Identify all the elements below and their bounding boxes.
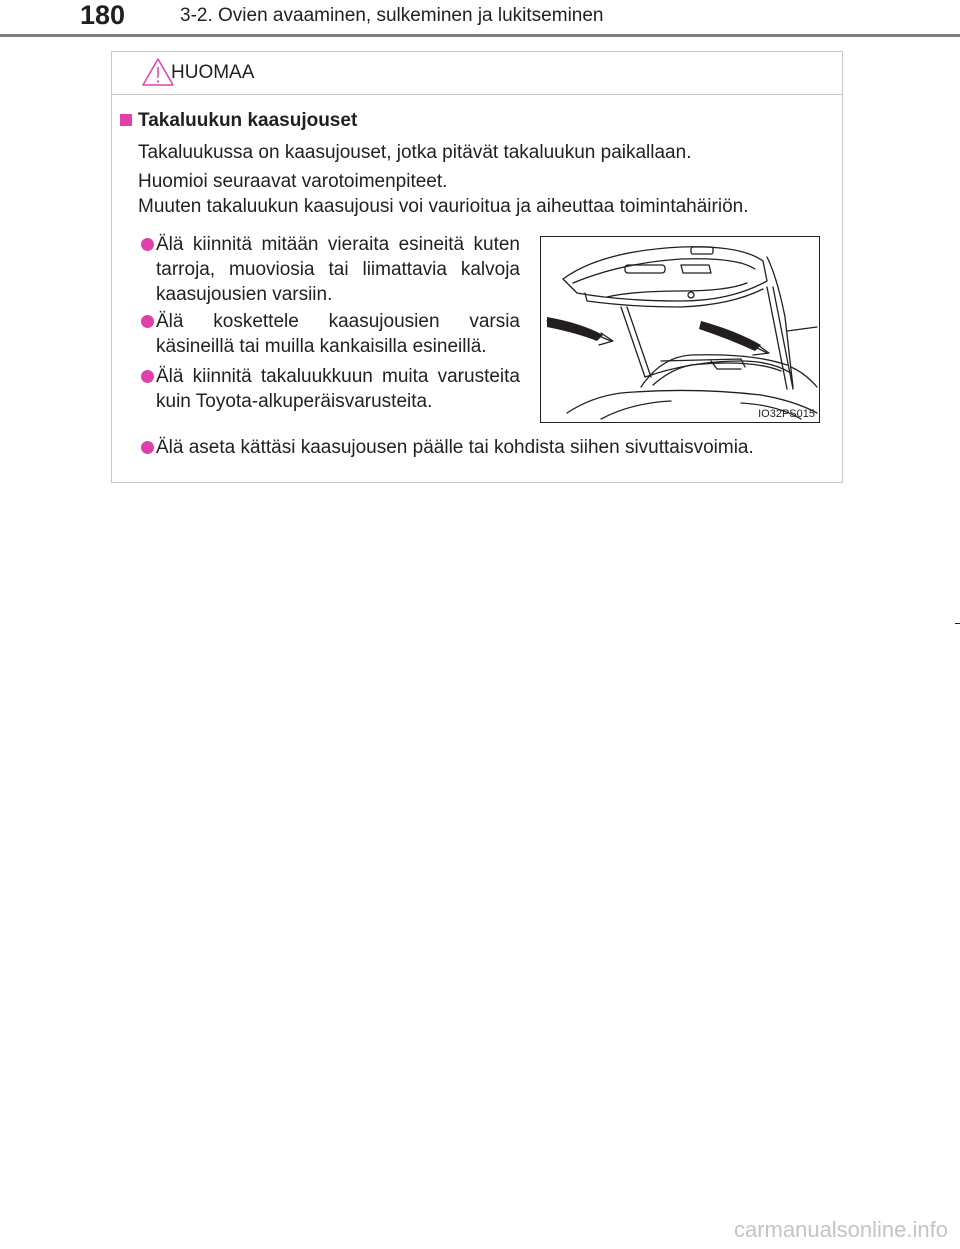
notice-label: HUOMAA <box>171 62 255 83</box>
watermark: carmanualsonline.info <box>733 1217 948 1242</box>
intro-paragraph: Takaluukussa on kaasujouset, jotka pitävät takaluukun paikallaan. <box>138 142 692 163</box>
tailgate-gas-strut-drawing <box>541 237 820 423</box>
round-bullet-icon <box>141 441 154 454</box>
warning-triangle-icon <box>141 57 175 87</box>
bullet-item-3: Älä kiinnitä takaluukkuun muita varusteita kuin Toyota-alkuperäisvarusteita. <box>156 366 520 412</box>
square-bullet-icon <box>120 114 132 126</box>
precaution-line-1: Huomioi seuraavat varotoimenpiteet. <box>138 171 448 192</box>
bullet-item-2: Älä koskettele kaasujousien varsia käsineillä tai muilla kankaisilla esineillä. <box>156 311 520 357</box>
precaution-paragraph <box>138 169 749 219</box>
precaution-line-2: Muuten takaluukun kaasujousi voi vaurioitua ja aiheuttaa toimintahäiriön. <box>138 196 749 217</box>
figure-code: IO32PS015 <box>758 408 815 420</box>
bullet-item-1: Älä kiinnitä mitään vieraita esineitä kuten tarroja, muoviosia tai liimattavia kalvoja kaasujousien varsiin. <box>156 234 520 305</box>
round-bullet-icon <box>141 315 154 328</box>
tailgate-illustration <box>540 236 820 423</box>
notice-box <box>111 51 843 483</box>
round-bullet-icon <box>141 370 154 383</box>
header-rule <box>0 34 960 37</box>
bullet-item-4: Älä aseta kättäsi kaasujousen päälle tai kohdista siihen sivuttaisvoimia. <box>156 437 754 458</box>
round-bullet-icon <box>141 238 154 251</box>
margin-mark <box>955 623 960 624</box>
notice-header <box>112 52 842 95</box>
page-number: 180 <box>80 0 126 30</box>
page-header <box>0 0 960 40</box>
topic-heading: Takaluukun kaasujouset <box>138 110 358 131</box>
section-title: 3-2. Ovien avaaminen, sulkeminen ja lukitseminen <box>180 5 604 26</box>
